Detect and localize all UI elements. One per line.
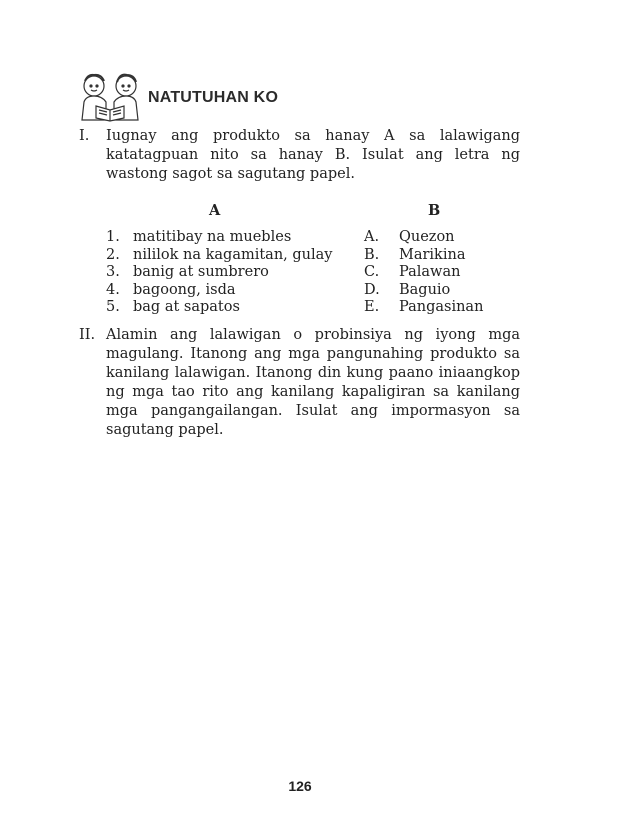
list-item bbox=[364, 282, 483, 300]
item-text: Baguio bbox=[399, 281, 451, 298]
item-text: matitibay na muebles bbox=[133, 229, 292, 245]
section-title: NATUTUHAN KO bbox=[148, 89, 279, 106]
list-item bbox=[106, 299, 332, 317]
list-item bbox=[106, 247, 332, 265]
part2-instruction: Alamin ang lalawigan o probinsiya ng iyong mga magulang. Itanong ang mga pangunahing produkto sa kanilang lalawigan. Itanong din kung paano iniaangkop ng mga tao rito ang kanilang kapaligiran sa kanilang mga pangangailangan. Isulat ang impormasyon sa sagutang papel. bbox=[106, 327, 520, 438]
list-item bbox=[364, 247, 483, 265]
list-item bbox=[106, 282, 332, 300]
list-item bbox=[364, 299, 483, 317]
item-text: Quezon bbox=[399, 229, 455, 245]
list-item bbox=[364, 229, 483, 247]
page-number: 126 bbox=[288, 778, 312, 794]
column-b-heading: B bbox=[428, 202, 441, 219]
item-letter: D. bbox=[364, 281, 380, 298]
item-letter: B. bbox=[364, 246, 380, 263]
column-a-list bbox=[106, 229, 332, 317]
item-text: Marikina bbox=[399, 246, 466, 263]
column-a-heading: A bbox=[209, 202, 221, 219]
item-text: banig at sumbrero bbox=[133, 264, 269, 281]
list-item bbox=[364, 264, 483, 282]
item-number: 5. bbox=[106, 299, 120, 316]
item-number: 4. bbox=[106, 281, 120, 298]
item-text: bag at sapatos bbox=[133, 299, 240, 316]
children-reading-icon bbox=[76, 72, 144, 122]
list-item bbox=[106, 264, 332, 282]
item-text: Pangasinan bbox=[399, 299, 484, 316]
item-letter: C. bbox=[364, 264, 380, 281]
list-item bbox=[106, 229, 332, 247]
column-b-list bbox=[364, 229, 483, 317]
item-letter: A. bbox=[364, 229, 380, 245]
item-letter: E. bbox=[364, 299, 380, 316]
item-number: 1. bbox=[106, 229, 120, 245]
item-text: nililok na kagamitan, gulay bbox=[133, 246, 333, 263]
item-text: bagoong, isda bbox=[133, 281, 236, 298]
item-number: 3. bbox=[106, 264, 120, 281]
part2-numeral: II. bbox=[79, 327, 96, 343]
part1-instruction: Iugnay ang produkto sa hanay A sa lalawigang katatagpuan nito sa hanay B. Isulat ang letra ng wastong sagot sa sagutang papel. bbox=[106, 128, 520, 182]
item-number: 2. bbox=[106, 246, 120, 263]
item-text: Palawan bbox=[399, 264, 461, 281]
part1-numeral: I. bbox=[79, 128, 90, 144]
